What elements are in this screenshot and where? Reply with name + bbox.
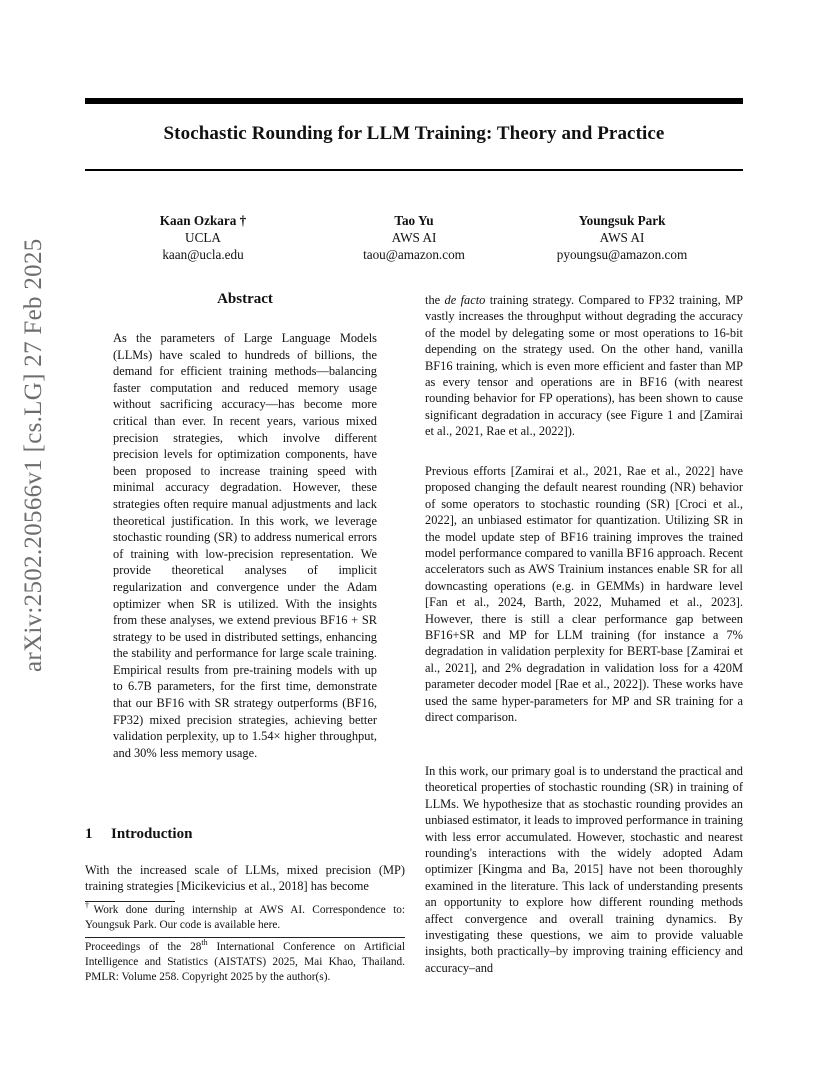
author-email: taou@amazon.com xyxy=(363,247,465,262)
author-affiliation: AWS AI xyxy=(391,230,437,245)
section-heading-introduction xyxy=(85,826,192,843)
footnote-rule xyxy=(85,901,175,902)
title-top-rule xyxy=(85,98,743,104)
author-affiliation: UCLA xyxy=(185,230,221,245)
introduction-paragraph: With the increased scale of LLMs, mixed precision (MP) training strategies [Micikevicius et al., 2018] has become xyxy=(85,863,405,894)
paragraph-text: training strategy. Compared to FP32 training, MP vastly increases the throughput without degrading the accuracy of the model by delegating some or most operations to 16-bit depending on the strategy used. On the other hand, vanilla BF16 training, which is even more efficient and faster than MP as every tensor and operations are in BF16 (with nearest rounding behavior for FP operations), has been shown to cause significant degradation in accuracy (see Figure 1 and [Zamirai et al., 2021, Rae et al., 2022]). xyxy=(425,293,743,439)
proceedings-rule xyxy=(85,937,405,938)
abstract-text: As the parameters of Large Language Models (LLMs) have scaled to hundreds of billions, the demand for efficient training methods—balancing faster computation and reduced memory usage without sacrificing accuracy—has become more critical than ever. In recent years, various mixed precision strategies, which involve different precision levels for optimization components, have been proposed to increase training speed with minimal accuracy degradation. However, these strategies often require manual adjustments and lack theoretical justification. In this work, we leverage stochastic rounding (SR) to address numerical errors of training with low-precision representation. We provide theoretical analyses of implicit regularization and convergence under the Adam optimizer when SR is utilized. With the insights from these analyses, we extend previous BF16 + SR strategy to be used in distributed settings, enhancing the stability and performance for large scale training. Empirical results from pre-training models with up to 6.7B parameters, for the first time, demonstrate that our BF16 with SR strategy outperforms (BF16, FP32) mixed precision strategies, achieving better validation perplexity, up to 1.54× higher throughput, and 30% less memory usage. xyxy=(113,331,377,760)
author-email: pyoungsu@amazon.com xyxy=(556,247,688,262)
right-column-paragraph: Previous efforts [Zamirai et al., 2021, Rae et al., 2022] have proposed changing the default nearest rounding (NR) behavior of some operators to stochastic rounding (SR) [Croci et al., 2022], an unbiased estimator for quantization. Utilizing SR in the model update step of BF16 training improves the trained model performance compared to vanilla BF16 approach. Recent accelerators such as AWS Trainium instances enable SR for all downcasting operations (e.g. in GEMMs) in hardware level [Fan et al., 2024, Barth, 2022, Muhamed et al., 2023]. However, there is still a clear performance gap between BF16+SR and MP for LLM training (for instance a 7% degradation in validation perplexity for BERT-base [Zamirai et al., 2021], and 2% degradation in validation loss for a 420M parameter decoder model [Rae et al., 2022]). These works have used the same hyper-parameters for MP and SR training for a direct comparison. xyxy=(425,464,743,725)
paper-title: Stochastic Rounding for LLM Training: Theory and Practice xyxy=(163,123,665,144)
section-title: Introduction xyxy=(111,826,193,842)
author-name: Kaan Ozkara † xyxy=(159,213,247,228)
author-block xyxy=(128,212,278,263)
proceedings-note xyxy=(85,940,405,985)
paragraph-text: the xyxy=(425,293,445,307)
footnote xyxy=(85,903,405,933)
author-affiliation: AWS AI xyxy=(599,230,645,245)
author-name: Tao Yu xyxy=(394,213,434,228)
arxiv-identifier: arXiv:2502.20566v1 [cs.LG] 27 Feb 2025 xyxy=(20,238,47,672)
author-block xyxy=(339,212,489,263)
right-column-paragraph xyxy=(425,292,743,440)
proceedings-text: Proceedings of the 28 xyxy=(85,941,202,953)
paragraph-emphasis: de facto xyxy=(444,293,486,307)
author-name: Youngsuk Park xyxy=(578,213,666,228)
footnote-mark: † xyxy=(85,901,94,911)
author-block xyxy=(532,212,712,263)
proceedings-superscript: th xyxy=(201,938,208,948)
footnote-text: Work done during internship at AWS AI. Correspondence to: Youngsuk Park. Our code is available here. xyxy=(85,904,405,931)
author-email: kaan@ucla.edu xyxy=(162,247,244,262)
abstract-heading: Abstract xyxy=(217,291,273,307)
proceedings-text: International Conference on Artificial Intelligence and Statistics (AISTATS) 2025, Mai Khao, Thailand. PMLR: Volume 258. Copyright 2025 by the author(s). xyxy=(85,941,405,983)
title-bottom-rule xyxy=(85,169,743,171)
right-column-paragraph: In this work, our primary goal is to understand the practical and theoretical properties of stochastic rounding (SR) in training of LLMs. We hypothesize that as stochastic rounding provides an unbiased estimator, it leads to improved performance in training with less error accumulated. However, stochastic and nearest rounding's interactions with the widely adopted Adam optimizer [Kingma and Ba, 2015] have not been thoroughly examined in the literature. This lack of understanding presents an opportunity to explore how different rounding methods affect convergence and overall training dynamics. By investigating these questions, we aim to provide valuable insights, both practically–by improving training efficiency and accuracy–and xyxy=(425,764,743,975)
section-number: 1 xyxy=(85,826,93,842)
